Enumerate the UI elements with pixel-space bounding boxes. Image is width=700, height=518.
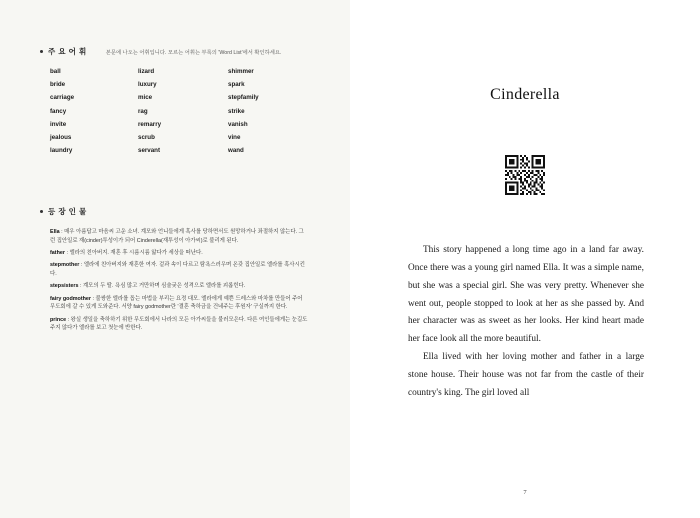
character-entry	[50, 228, 308, 246]
character-name: father	[50, 250, 65, 256]
character-entry	[50, 316, 308, 334]
vocab-word: spark	[228, 81, 245, 89]
story-text	[408, 242, 644, 403]
qr-code-icon[interactable]	[505, 155, 545, 195]
vocab-word: stepfamily	[228, 94, 259, 102]
vocab-word: remarry	[138, 120, 162, 128]
vocabulary-section-heading	[40, 46, 281, 57]
story-paragraph: This story happened a long time ago in a land far away. Once there was a young girl named Ella. It was a simple name, but she was a special girl. She was very pretty. Whenever she went out, people stopped to look at her as she passed by. And her character was as sweet as her looks. Her kind heart made her face look all the more beautiful.	[408, 245, 644, 345]
bullet-icon	[40, 50, 43, 53]
vocab-word: vine	[228, 133, 241, 141]
vocab-word: carriage	[50, 94, 75, 102]
vocab-word: shimmer	[228, 68, 254, 75]
vocab-word: strike	[228, 107, 245, 115]
vocabulary-list	[50, 68, 300, 154]
character-description: : 엘라의 친아버지. 재혼 후 시름시름 앓다가 세상을 떠난다.	[66, 250, 203, 256]
story-title: Cinderella	[490, 86, 560, 103]
vocab-word: ball	[50, 68, 61, 75]
qr-code-svg	[505, 155, 545, 195]
character-description: : 왕실 생일을 축하하기 위한 무도회에서 나라의 모든 아가씨들을 불러모은다. 다른 여인들에게는 눈길도 주지 않다가 엘라를 보고 첫눈에 반한다.	[50, 316, 308, 332]
character-entry	[50, 261, 308, 279]
vocab-word: jealous	[50, 133, 72, 141]
bullet-icon	[40, 210, 43, 213]
character-description: : 계모의 두 딸. 욕심 많고 거만하며 심술궂은 성격으로 엘라를 괴롭힌다.	[79, 283, 246, 290]
vocab-word: scrub	[138, 133, 155, 141]
vocabulary-heading-label: 주 요 어 휘	[48, 47, 87, 56]
character-entry	[50, 249, 308, 258]
character-name: stepsisters	[50, 283, 79, 290]
characters-heading-label: 등 장 인 물	[48, 207, 87, 216]
vocab-word: laundry	[50, 147, 73, 155]
character-name: stepmother	[50, 262, 80, 269]
character-name: fairy godmother	[50, 295, 92, 302]
vocab-word: rag	[138, 107, 148, 115]
character-list	[50, 228, 308, 337]
character-description: : 엘라에 친아버지와 재혼한 여자. 겉과 속이 다르고 탐욕스러우며 온갖 집안일로 엘라를 혹사시킨다.	[50, 262, 305, 277]
character-name: prince	[50, 316, 67, 323]
characters-section-heading	[40, 206, 87, 217]
vocabulary-note: 본문에 나오는 어휘입니다. 모르는 어휘는 부록의 'Word List'에서 확인하세요.	[105, 50, 282, 56]
vocab-word: invite	[50, 120, 67, 128]
character-name: Ella	[50, 229, 60, 235]
character-entry	[50, 282, 308, 291]
character-description: : 매우 아름답고 마음씨 고운 소녀. 계모와 언니들에게 혹사를 당하면서도 원망하거나 좌절하지 않는다. 그런 집안일로 재(cinder)투성이가 되어 Cinderella(재투성이 아가씨)로 불리게 된다.	[50, 229, 304, 244]
vocab-word: luxury	[138, 81, 157, 89]
page-number: 7	[523, 489, 527, 496]
right-page	[350, 0, 700, 518]
vocab-word: servant	[138, 147, 161, 155]
character-entry	[50, 295, 308, 313]
vocab-word: mice	[138, 94, 153, 102]
vocab-word: wand	[228, 147, 244, 155]
vocab-word: lizard	[138, 68, 155, 75]
vocab-word: fancy	[50, 107, 67, 115]
vocab-word: bride	[50, 81, 66, 89]
story-paragraph: Ella lived with her loving mother and father in a large stone house. Their house was not far from the castle of their country's king. The girl loved all	[408, 352, 644, 398]
character-description: : 불쌍한 엘라를 돕는 마법을 부리는 요정 대모. 엘라에게 예쁜 드레스와 마차를 만들어 주어 무도회에 갈 수 있게 도와준다. 서양 fairy godmother란 '결혼 축하금을 건네주는 후원자' 구실까지 한다.	[50, 295, 303, 311]
vocab-word: vanish	[228, 120, 248, 128]
